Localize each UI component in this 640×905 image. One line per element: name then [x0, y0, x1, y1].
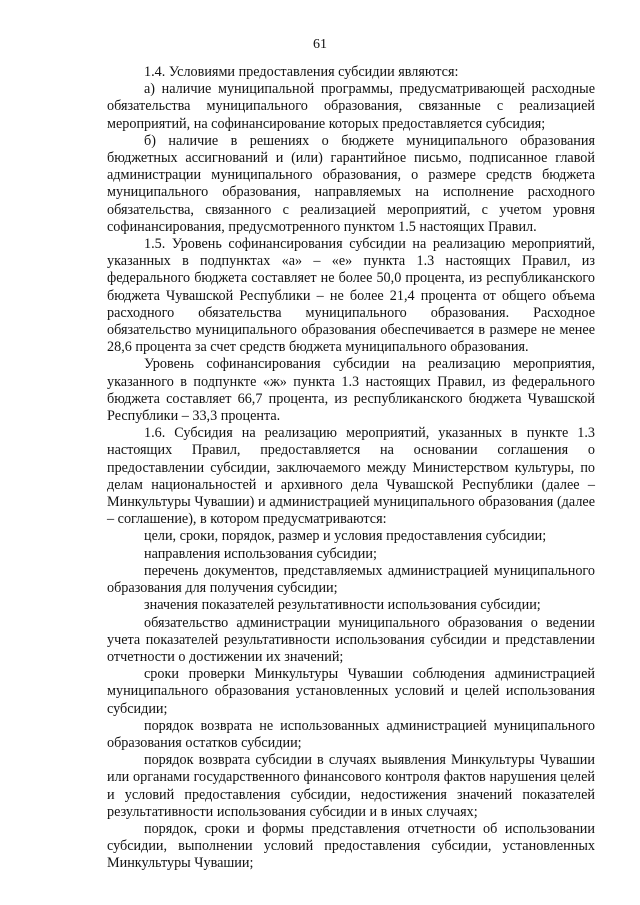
agreement-item-indicators: значения показателей результативности использования субсидии; — [144, 597, 541, 614]
agreement-item-reporting: порядок, сроки и формы представления отчетности об использовании субсидии, выполнении условий предоставления субсидии, установленных Минкультуры Чувашии; — [107, 820, 595, 872]
paragraph-cofinancing-zh: Уровень софинансирования субсидии на реализацию мероприятия, указанного в подпункте «ж» пункта 1.3 настоящих Правил, из федерального бюджета составляет 66,7 процента, из республиканского бюджета Чувашской Республики – 33,3 процента. — [107, 356, 595, 425]
agreement-item-documents: перечень документов, представляемых администрацией муниципального образования для получения субсидии; — [107, 562, 595, 597]
agreement-item-violation-return: порядок возврата субсидии в случаях выявления Минкультуры Чувашии или органами государственного финансового контроля фактов нарушения целей и условий предоставления субсидии, недостижения значений показателей результативности использования субсидии и в иных случаях; — [107, 752, 595, 820]
paragraph-conditions-heading: 1.4. Условиями предоставления субсидии являются: — [144, 64, 459, 80]
paragraph-condition-b: б) наличие в решениях о бюджете муниципального образования бюджетных ассигнований и (или) гарантийное письмо, подписанное главой администрации муниципального образования, о размере средств бюджета муниципального образования, направляемых на исполнение расходного обязательства, связанного с реализацией мероприятий, с учетом уровня софинансирования, предусмотренного пунктом 1.5 настоящих Правил. — [107, 132, 595, 235]
agreement-item-goals: цели, сроки, порядок, размер и условия предоставления субсидии; — [144, 528, 547, 545]
body-text — [107, 64, 595, 873]
agreement-item-obligation: обязательство администрации муниципального образования о ведении учета показателей результативности использования субсидии и представлении отчетности о достижении их значений; — [107, 614, 595, 665]
paragraph-cofinancing-level: 1.5. Уровень софинансирования субсидии на реализацию мероприятий, указанных в подпунктах «а» – «е» пункта 1.3 настоящих Правил, из федерального бюджета составляет не более 50,0 процента, из республиканского бюджета Чувашской Республики – не более 21,4 процента от общего объема расходного обязательства муниципального образования. Расходное обязательство муниципального образования обеспечивается в размере не менее 28,6 процента за счет средств бюджета муниципального образования. — [107, 236, 595, 356]
agreement-item-directions: направления использования субсидии; — [144, 545, 377, 562]
agreement-item-inspection: сроки проверки Минкультуры Чувашии соблюдения администрацией муниципального образования установленных условий и целей использования субсидии; — [107, 666, 595, 717]
paragraph-agreement: 1.6. Субсидия на реализацию мероприятий, указанных в пункте 1.3 настоящих Правил, предоставляется на основании соглашения о предоставлении субсидии, заключаемого между Министерством культуры, по делам национальностей и архивного дела Чувашской Республики (далее – Минкультуры Чувашии) и администрацией муниципального образования (далее – соглашение), в котором предусматриваются: — [107, 425, 595, 528]
page-number: 61 — [313, 37, 327, 52]
agreement-item-unused-return: порядок возврата не использованных администрацией муниципального образования остатков субсидии; — [107, 717, 595, 751]
paragraph-condition-a: а) наличие муниципальной программы, предусматривающей расходные обязательства муниципального образования, связанные с реализацией мероприятий, на софинансирование которых предоставляется субсидия; — [107, 81, 595, 132]
